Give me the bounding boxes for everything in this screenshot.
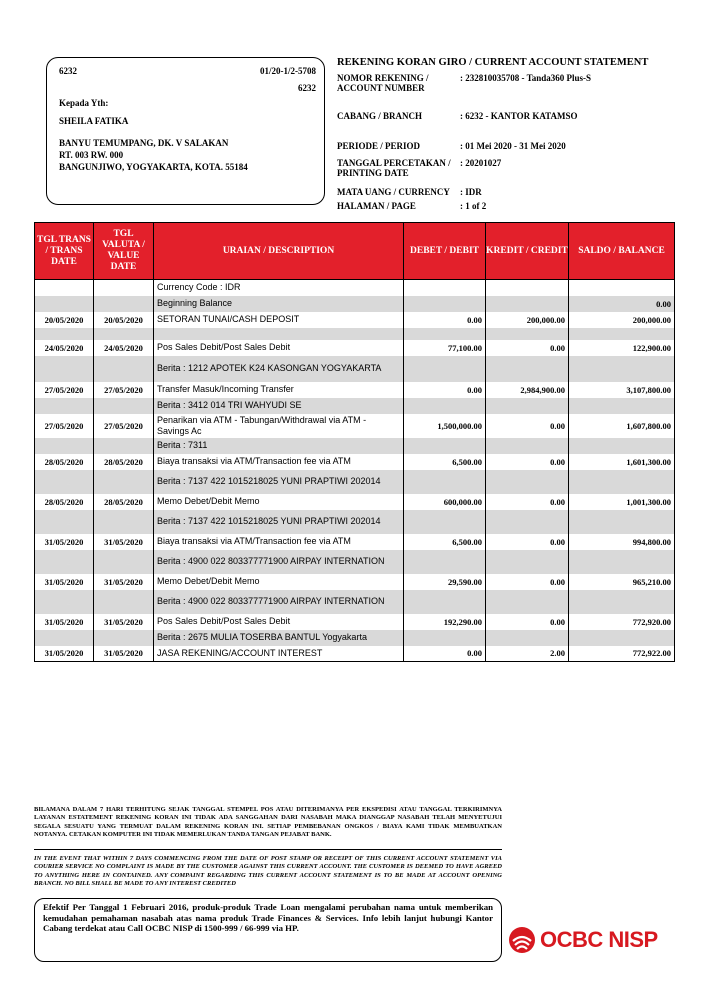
debit-cell: 0.00 — [404, 382, 486, 398]
balance-cell — [569, 398, 675, 414]
debit-cell — [404, 398, 486, 414]
transaction-table — [34, 222, 675, 662]
debit-cell — [404, 470, 486, 494]
account-number-label: NOMOR REKENING / ACCOUNT NUMBER — [337, 73, 429, 93]
branch-value: : 6232 - KANTOR KATAMSO — [460, 111, 578, 121]
description-cell: Berita : 4900 022 803377771900 AIRPAY INTERNATION — [154, 590, 404, 614]
value-date-cell: 27/05/2020 — [94, 382, 154, 398]
credit-cell: 0.00 — [486, 494, 569, 510]
reference-code-2: 6232 — [298, 83, 316, 93]
page-value: : 1 of 2 — [460, 201, 487, 211]
debit-cell: 6,500.00 — [404, 534, 486, 550]
value-date-cell — [94, 356, 154, 382]
trans-date-cell — [35, 280, 94, 296]
trans-date-cell — [35, 550, 94, 574]
description-cell: Berita : 1212 APOTEK K24 KASONGAN YOGYAKARTA — [154, 356, 404, 382]
debit-cell: 1,500,000.00 — [404, 414, 486, 438]
address-line-1: BANYU TEMUMPANG, DK. V SALAKAN — [59, 138, 229, 148]
col-value-date: TGL VALUTA / VALUE DATE — [94, 223, 154, 280]
credit-cell: 0.00 — [486, 614, 569, 630]
debit-cell — [404, 550, 486, 574]
notice-indonesian: BILAMANA DALAM 7 HARI TERHITUNG SEJAK TANGGAL STEMPEL POS ATAU DITERIMANYA PER EKSPEDISI ATAU TANGGAL TERKIRIMNYA LAYANAN ESTATEMENT REKENING KORAN INI TIDAK ADA SANGGAHAN DARI NASABAH MAKA DIANGGAP NASABAH TELAH MENYETUJUI SEGALA SESUATU YANG TERMUAT DALAM REKENING KORAN INI. SETIAP PEMBEBANAN ONGKOS / BIAYA KAMI TIDAK MEMBUATKAN NOTANYA. CETAKAN KOMPUTER INI TIDAK MEMERLUKAN TANDA TANGAN PEJABAT BANK. — [34, 806, 502, 838]
value-date-cell — [94, 550, 154, 574]
value-date-cell — [94, 630, 154, 646]
description-cell: Biaya transaksi via ATM/Transaction fee via ATM — [154, 534, 404, 550]
debit-cell: 0.00 — [404, 312, 486, 328]
address-line-2: RT. 003 RW. 000 — [59, 150, 124, 160]
printing-date-value: : 20201027 — [460, 158, 502, 168]
credit-cell: 0.00 — [486, 340, 569, 356]
value-date-cell — [94, 590, 154, 614]
value-date-cell — [94, 280, 154, 296]
address-line-3: BANGUNJIWO, YOGYAKARTA, KOTA. 55184 — [59, 162, 248, 172]
trans-date-cell — [35, 590, 94, 614]
value-date-cell — [94, 328, 154, 340]
table-row — [35, 382, 675, 398]
description-cell: Pos Sales Debit/Post Sales Debit — [154, 340, 404, 356]
printing-date-label: TANGGAL PERCETAKAN / PRINTING DATE — [337, 158, 451, 178]
table-header-row — [35, 223, 675, 280]
value-date-cell: 31/05/2020 — [94, 574, 154, 590]
credit-cell — [486, 550, 569, 574]
description-cell: Berita : 2675 MULIA TOSERBA BANTUL Yogyakarta — [154, 630, 404, 646]
table-row — [35, 510, 675, 534]
col-balance: SALDO / BALANCE — [569, 223, 675, 280]
description-cell: Berita : 3412 014 TRI WAHYUDI SE — [154, 398, 404, 414]
description-cell: Memo Debet/Debit Memo — [154, 574, 404, 590]
balance-cell: 994,800.00 — [569, 534, 675, 550]
info-box: Efektif Per Tanggal 1 Februari 2016, produk-produk Trade Loan mengalami perubahan nama untuk memberikan kemudahan pemahaman nasabah atas nama produk Trade Finances & Services. Info lebih lanjut hubungi Kantor Cabang terdekat atau Call OCBC NISP di 1500-999 / 66-999 via HP. — [34, 898, 502, 962]
value-date-cell: 27/05/2020 — [94, 414, 154, 438]
value-date-cell — [94, 438, 154, 454]
value-date-cell: 31/05/2020 — [94, 614, 154, 630]
table-row — [35, 280, 675, 296]
table-row — [35, 470, 675, 494]
credit-cell: 0.00 — [486, 574, 569, 590]
trans-date-cell — [35, 470, 94, 494]
description-cell: Berita : 7311 — [154, 438, 404, 454]
value-date-cell — [94, 296, 154, 312]
table-row — [35, 590, 675, 614]
currency-value: : IDR — [460, 187, 482, 197]
balance-cell: 772,922.00 — [569, 646, 675, 662]
notice-english: IN THE EVENT THAT WITHIN 7 DAYS COMMENCING FROM THE DATE OF POST STAMP OR RECEIPT OF THIS CURRENT ACCOUNT STATEMENT VIA COURIER SERVICE NO COMPLAINT IS MADE BY THE CUSTOMER AGAINST THIS CURRENT ACCOUNT. THE CUSTOMER IS DEEMED TO HAVE AGREED TO ANYTHING HERE IN CONTAINED. ANY COMPAINT REGARDING THIS CURRENT ACCOUNT STATEMENT IS TO BE MADE AT ACCOUNT OPENING BRANCH. NO BILL SHALL BE MADE TO ANY INTEREST CREDITED — [34, 855, 502, 887]
customer-name: SHEILA FATIKA — [59, 116, 129, 126]
credit-cell — [486, 438, 569, 454]
description-cell: Beginning Balance — [154, 296, 404, 312]
credit-cell — [486, 630, 569, 646]
debit-cell — [404, 296, 486, 312]
trans-date-cell: 24/05/2020 — [35, 340, 94, 356]
trans-date-cell — [35, 510, 94, 534]
table-row — [35, 574, 675, 590]
trans-date-cell: 31/05/2020 — [35, 574, 94, 590]
credit-cell — [486, 296, 569, 312]
currency-label: MATA UANG / CURRENCY — [337, 187, 450, 197]
description-cell: Memo Debet/Debit Memo — [154, 494, 404, 510]
table-row — [35, 614, 675, 630]
balance-cell — [569, 280, 675, 296]
debit-cell: 600,000.00 — [404, 494, 486, 510]
debit-cell — [404, 328, 486, 340]
trans-date-cell: 27/05/2020 — [35, 414, 94, 438]
ocbc-logo-icon — [508, 926, 536, 954]
address-box — [46, 57, 325, 205]
col-credit: KREDIT / CREDIT — [486, 223, 569, 280]
debit-cell: 192,290.00 — [404, 614, 486, 630]
balance-cell: 3,107,800.00 — [569, 382, 675, 398]
table-row — [35, 534, 675, 550]
credit-cell: 0.00 — [486, 414, 569, 438]
notice-divider — [34, 849, 502, 850]
table-row — [35, 296, 675, 312]
trans-date-cell — [35, 438, 94, 454]
trans-date-cell — [35, 328, 94, 340]
description-cell: Berita : 7137 422 1015218025 YUNI PRAPTIWI 202014 — [154, 470, 404, 494]
table-row — [35, 398, 675, 414]
balance-cell — [569, 510, 675, 534]
value-date-cell: 24/05/2020 — [94, 340, 154, 356]
balance-cell: 965,210.00 — [569, 574, 675, 590]
value-date-cell: 20/05/2020 — [94, 312, 154, 328]
account-code: 6232 — [59, 66, 77, 76]
table-row — [35, 454, 675, 470]
trans-date-cell: 31/05/2020 — [35, 646, 94, 662]
debit-cell: 6,500.00 — [404, 454, 486, 470]
trans-date-cell — [35, 398, 94, 414]
description-cell: Pos Sales Debit/Post Sales Debit — [154, 614, 404, 630]
table-row — [35, 550, 675, 574]
balance-cell — [569, 590, 675, 614]
trans-date-cell — [35, 630, 94, 646]
page-label: HALAMAN / PAGE — [337, 201, 416, 211]
credit-cell — [486, 470, 569, 494]
description-cell: JASA REKENING/ACCOUNT INTEREST — [154, 646, 404, 662]
balance-cell: 1,607,800.00 — [569, 414, 675, 438]
value-date-cell: 31/05/2020 — [94, 646, 154, 662]
value-date-cell: 28/05/2020 — [94, 454, 154, 470]
value-date-cell: 31/05/2020 — [94, 534, 154, 550]
balance-cell — [569, 356, 675, 382]
description-cell: SETORAN TUNAI/CASH DEPOSIT — [154, 312, 404, 328]
description-cell: Penarikan via ATM - Tabungan/Withdrawal via ATM - Savings Ac — [154, 414, 404, 438]
description-cell: Transfer Masuk/Incoming Transfer — [154, 382, 404, 398]
table-row — [35, 438, 675, 454]
credit-cell — [486, 356, 569, 382]
balance-cell — [569, 550, 675, 574]
credit-cell — [486, 398, 569, 414]
description-cell: Currency Code : IDR — [154, 280, 404, 296]
debit-cell — [404, 280, 486, 296]
trans-date-cell: 31/05/2020 — [35, 614, 94, 630]
greeting: Kepada Yth: — [59, 98, 109, 108]
col-trans-date: TGL TRANS / TRANS DATE — [35, 223, 94, 280]
table-row — [35, 328, 675, 340]
credit-cell: 2,984,900.00 — [486, 382, 569, 398]
description-cell — [154, 328, 404, 340]
description-cell: Berita : 4900 022 803377771900 AIRPAY INTERNATION — [154, 550, 404, 574]
period-label: PERIODE / PERIOD — [337, 141, 421, 151]
balance-cell: 200,000.00 — [569, 312, 675, 328]
branch-label: CABANG / BRANCH — [337, 111, 423, 121]
table-row — [35, 646, 675, 662]
trans-date-cell: 28/05/2020 — [35, 454, 94, 470]
debit-cell — [404, 438, 486, 454]
credit-cell: 0.00 — [486, 454, 569, 470]
balance-cell: 1,601,300.00 — [569, 454, 675, 470]
col-description: URAIAN / DESCRIPTION — [154, 223, 404, 280]
trans-date-cell — [35, 296, 94, 312]
logo-wordmark: OCBC NISP — [540, 927, 658, 952]
credit-cell: 2.00 — [486, 646, 569, 662]
table-row — [35, 414, 675, 438]
credit-cell — [486, 510, 569, 534]
col-debit: DEBET / DEBIT — [404, 223, 486, 280]
value-date-cell — [94, 510, 154, 534]
balance-cell: 0.00 — [569, 296, 675, 312]
table-row — [35, 630, 675, 646]
balance-cell: 1,001,300.00 — [569, 494, 675, 510]
value-date-cell: 28/05/2020 — [94, 494, 154, 510]
credit-cell: 200,000.00 — [486, 312, 569, 328]
credit-cell: 0.00 — [486, 534, 569, 550]
trans-date-cell: 31/05/2020 — [35, 534, 94, 550]
balance-cell — [569, 438, 675, 454]
credit-cell — [486, 280, 569, 296]
credit-cell — [486, 328, 569, 340]
table-body — [35, 280, 675, 662]
trans-date-cell: 27/05/2020 — [35, 382, 94, 398]
ocbc-nisp-logo — [508, 926, 658, 954]
statement-title: REKENING KORAN GIRO / CURRENT ACCOUNT STATEMENT — [337, 57, 649, 68]
description-cell: Berita : 7137 422 1015218025 YUNI PRAPTIWI 202014 — [154, 510, 404, 534]
value-date-cell — [94, 398, 154, 414]
debit-cell — [404, 356, 486, 382]
balance-cell: 122,900.00 — [569, 340, 675, 356]
trans-date-cell: 20/05/2020 — [35, 312, 94, 328]
debit-cell — [404, 630, 486, 646]
debit-cell: 29,590.00 — [404, 574, 486, 590]
credit-cell — [486, 590, 569, 614]
value-date-cell — [94, 470, 154, 494]
account-number-value: : 232810035708 - Tanda360 Plus-S — [460, 73, 592, 83]
table-row — [35, 340, 675, 356]
debit-cell — [404, 510, 486, 534]
balance-cell — [569, 328, 675, 340]
debit-cell: 0.00 — [404, 646, 486, 662]
trans-date-cell: 28/05/2020 — [35, 494, 94, 510]
table-row — [35, 356, 675, 382]
debit-cell — [404, 590, 486, 614]
description-cell: Biaya transaksi via ATM/Transaction fee via ATM — [154, 454, 404, 470]
trans-date-cell — [35, 356, 94, 382]
balance-cell — [569, 630, 675, 646]
reference-code: 01/20-1/2-5708 — [260, 66, 316, 76]
debit-cell: 77,100.00 — [404, 340, 486, 356]
balance-cell — [569, 470, 675, 494]
period-value: : 01 Mei 2020 - 31 Mei 2020 — [460, 141, 566, 151]
balance-cell: 772,920.00 — [569, 614, 675, 630]
table-row — [35, 312, 675, 328]
table-row — [35, 494, 675, 510]
